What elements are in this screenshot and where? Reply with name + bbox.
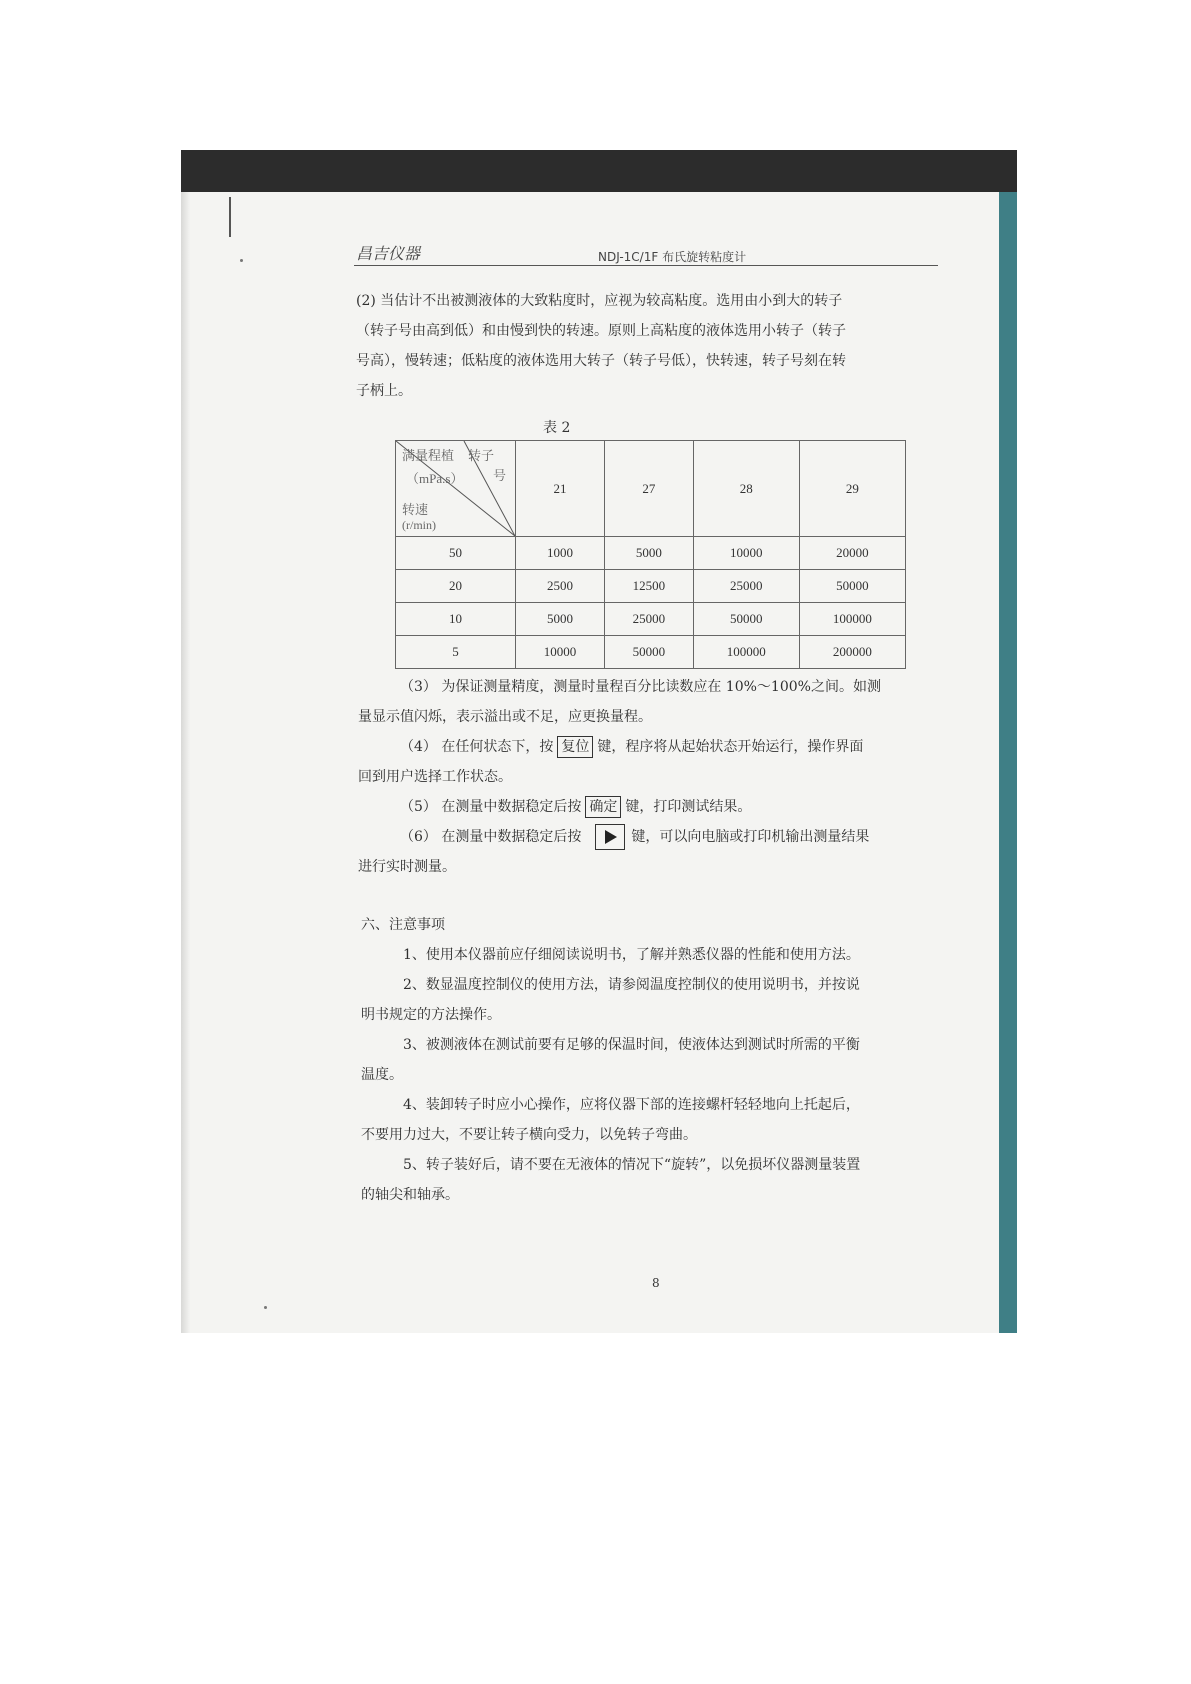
caution-line: 1、使用本仪器前应仔细阅读说明书，了解并熟悉仪器的性能和使用方法。 xyxy=(403,947,860,963)
intro-line: （转子号由高到低）和由慢到快的转速。原则上高粘度的液体选用小转子（转子 xyxy=(356,323,846,339)
caution-line: 4、装卸转子时应小心操作，应将仪器下部的连接螺杆轻轻地向上托起后， xyxy=(403,1097,860,1113)
rotor-range-table xyxy=(395,440,906,669)
cautions-section xyxy=(361,910,860,1210)
table-row xyxy=(396,636,906,669)
scan-dust xyxy=(264,1306,267,1309)
caution-line: 3、被测液体在测试前要有足够的保温时间，使液体达到测试时所需的平衡 xyxy=(403,1037,860,1053)
play-key-icon xyxy=(595,824,625,850)
table-row xyxy=(396,537,906,570)
corner-speed-label: 转速 xyxy=(402,502,429,517)
caution-line: 2、数显温度控制仪的使用方法，请参阅温度控制仪的使用说明书，并按说 xyxy=(403,977,860,993)
note-3-line: 量显示值闪烁，表示溢出或不足，应更换量程。 xyxy=(358,709,652,725)
intro-line: (2) 当估计不出被测液体的大致粘度时，应视为较高粘度。选用由小到大的转子 xyxy=(356,293,843,309)
intro-line: 子柄上。 xyxy=(356,383,412,399)
rotor-header: 28 xyxy=(693,441,799,537)
speed-cell: 50 xyxy=(396,537,516,570)
corner-range-unit: （mPa.s） xyxy=(406,471,464,486)
table-corner-cell xyxy=(396,441,516,537)
rotor-header: 29 xyxy=(799,441,905,537)
note-6-line: 进行实时测量。 xyxy=(358,859,456,875)
intro-paragraph xyxy=(356,286,846,406)
cautions-heading: 六、注意事项 xyxy=(361,917,445,933)
note-6-line xyxy=(358,822,881,852)
note-4-text: （4） 在任何状态下，按 xyxy=(400,739,554,755)
value-cell: 10000 xyxy=(693,537,799,570)
corner-speed-unit: (r/min) xyxy=(402,518,436,532)
value-cell: 25000 xyxy=(693,570,799,603)
value-cell: 20000 xyxy=(799,537,905,570)
value-cell: 50000 xyxy=(693,603,799,636)
value-cell: 12500 xyxy=(604,570,693,603)
table-row xyxy=(396,570,906,603)
note-4-text: 键，程序将从起始状态开始运行，操作界面 xyxy=(597,739,864,755)
caution-line: 明书规定的方法操作。 xyxy=(361,1007,501,1023)
page-fold-shadow xyxy=(181,192,190,1333)
value-cell: 2500 xyxy=(516,570,605,603)
scan-dust xyxy=(240,259,243,262)
value-cell: 100000 xyxy=(799,603,905,636)
header-rule xyxy=(354,265,938,266)
note-6-text: （6） 在测量中数据稳定后按 xyxy=(400,829,582,845)
note-5-text: （5） 在测量中数据稳定后按 xyxy=(400,799,582,815)
corner-rotor-label: 转子 xyxy=(468,448,495,463)
reset-key-label: 复位 xyxy=(557,736,593,758)
value-cell: 10000 xyxy=(516,636,605,669)
caution-line: 5、转子装好后，请不要在无液体的情况下“旋转”，以免损坏仪器测量装置 xyxy=(403,1157,861,1173)
note-5-text: 键，打印测试结果。 xyxy=(625,799,752,815)
speed-cell: 20 xyxy=(396,570,516,603)
corner-range-label: 满量程植 xyxy=(402,448,455,463)
table-header-row xyxy=(396,441,906,537)
rotor-header: 21 xyxy=(516,441,605,537)
confirm-key-label: 确定 xyxy=(585,796,621,818)
value-cell: 25000 xyxy=(604,603,693,636)
header-brand: 昌吉仪器 xyxy=(356,244,421,263)
rotor-header: 27 xyxy=(604,441,693,537)
caution-line: 不要用力过大，不要让转子横向受力，以免转子弯曲。 xyxy=(361,1127,697,1143)
caution-line: 的轴尖和轴承。 xyxy=(361,1187,459,1203)
value-cell: 100000 xyxy=(693,636,799,669)
note-4-line: 回到用户选择工作状态。 xyxy=(358,769,512,785)
note-6-text: 键，可以向电脑或打印机输出测量结果 xyxy=(631,829,870,845)
note-4-line xyxy=(358,732,881,762)
intro-line: 号高），慢转速；低粘度的液体选用大转子（转子号低），快转速，转子号刻在转 xyxy=(356,353,846,369)
scan-top-edge xyxy=(181,150,1017,192)
table-row xyxy=(396,603,906,636)
value-cell: 5000 xyxy=(516,603,605,636)
caution-line: 温度。 xyxy=(361,1067,403,1083)
page-number: 8 xyxy=(652,1276,660,1290)
scan-mark xyxy=(229,197,231,237)
note-3-line: （3） 为保证测量精度，测量时量程百分比读数应在 10%～100%之间。如测 xyxy=(400,679,881,695)
value-cell: 1000 xyxy=(516,537,605,570)
value-cell: 200000 xyxy=(799,636,905,669)
notes-section xyxy=(358,672,881,882)
speed-cell: 5 xyxy=(396,636,516,669)
value-cell: 50000 xyxy=(604,636,693,669)
note-5-line xyxy=(358,792,881,822)
table-caption: 表 2 xyxy=(543,420,571,436)
header-doc-title: NDJ-1C/1F 布氏旋转粘度计 xyxy=(598,250,747,264)
value-cell: 50000 xyxy=(799,570,905,603)
speed-cell: 10 xyxy=(396,603,516,636)
corner-rotor-suffix: 号 xyxy=(493,468,507,483)
value-cell: 5000 xyxy=(604,537,693,570)
